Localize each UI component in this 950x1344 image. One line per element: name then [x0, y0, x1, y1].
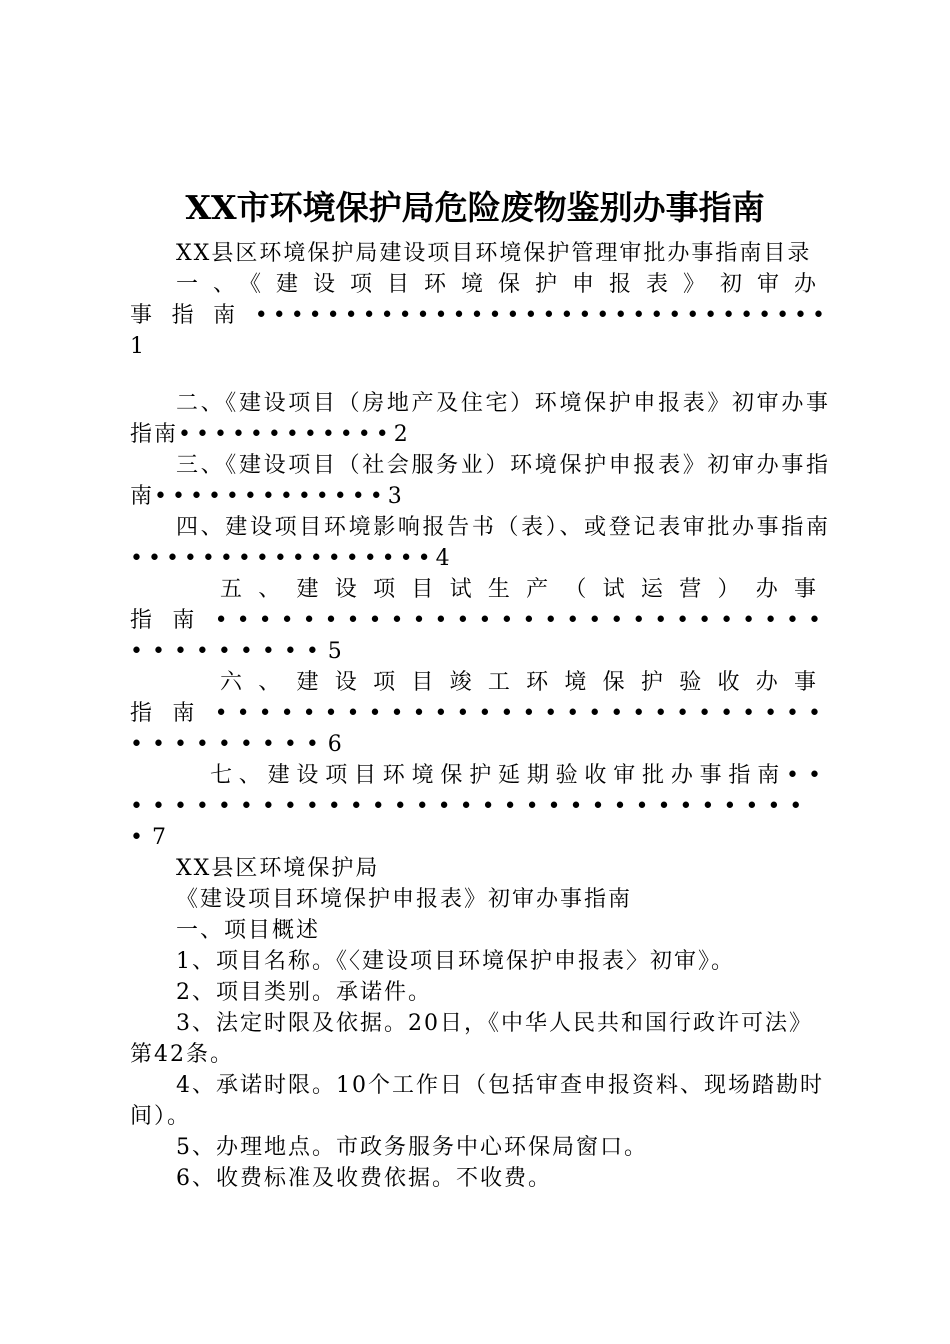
toc-entry-2[interactable] — [130, 388, 830, 450]
document-title: XX市环境保护局危险废物鉴别办事指南 — [185, 188, 765, 227]
toc-leader-dots: •••••••••••••••••••••••••••••••• — [254, 303, 830, 328]
overview-item-3: 3、法定时限及依据。20日，《中华人民共和国行政许可法》第42条。 — [130, 1011, 813, 1067]
toc-entry-text: 四、建设项目环境影响报告书（表）、或登记表审批办事指南 — [176, 515, 830, 540]
toc-entry-4[interactable] — [130, 512, 830, 574]
toc-page-number: 3 — [387, 484, 404, 509]
toc-leader-dots: •••••••••••• — [178, 422, 394, 447]
toc-entry-text: 一、《建设项目环境保护申报表》初审办事指南 — [130, 272, 830, 328]
section-heading: 一、项目概述 — [176, 918, 321, 943]
toc-entry-text: 二、《建设项目（房地产及住宅）环境保护申报表》初审办事指南 — [130, 391, 830, 447]
toc-page-number: 5 — [327, 639, 356, 664]
section-doc-title: 《建设项目环境保护申报表》初审办事指南 — [176, 887, 633, 912]
overview-item-4: 4、承诺时限。10个工作日（包括审查申报资料、现场踏勘时间）。 — [130, 1073, 824, 1129]
toc-page-number: 6 — [327, 732, 356, 757]
toc-entry-5[interactable] — [130, 574, 830, 667]
toc-page-number: 7 — [151, 825, 172, 850]
toc-page-number: 4 — [435, 546, 452, 571]
overview-item-6: 6、收费标准及收费依据。不收费。 — [176, 1166, 552, 1191]
toc-entry-text: 七、建设项目环境保护延期验收审批办事指南 — [210, 763, 787, 788]
toc-entry-text: 三、《建设项目（社会服务业）环境保护申报表》初审办事指南 — [130, 453, 830, 509]
toc-page-number: 2 — [393, 422, 410, 447]
toc-entry-6[interactable] — [130, 667, 830, 760]
toc-leader-dots: ••••••••••••••••• — [130, 546, 436, 571]
section-org: XX县区环境保护局 — [176, 856, 380, 881]
toc-entry-text: 五、建设项目试生产（试运营）办事指南 — [130, 577, 830, 633]
toc-entry-text: 六、建设项目竣工环境保护验收办事指南 — [130, 670, 830, 726]
overview-item-1: 1、项目名称。《〈建设项目环境保护申报表〉初审》。 — [176, 949, 735, 974]
overview-item-5: 5、办理地点。市政务服务中心环保局窗口。 — [176, 1135, 648, 1160]
toc-page-number: 1 — [130, 334, 158, 359]
document-body — [130, 238, 830, 1194]
toc-leader-dots: ••••••••••••• — [154, 484, 388, 509]
toc-entry-1[interactable] — [130, 269, 830, 362]
spacer — [130, 362, 830, 388]
toc-leader-dots: •••••••••••••••••••••••••••••••••• — [130, 763, 830, 850]
toc-entry-7[interactable] — [130, 760, 830, 853]
toc-leader-dots: ••••••••••••••••••••••••••••••••••••• — [130, 701, 830, 757]
toc-leader-dots: ••••••••••••••••••••••••••••••••••••• — [130, 608, 830, 664]
toc-intro: XX县区环境保护局建设项目环境保护管理审批办事指南目录 — [176, 241, 812, 266]
overview-item-2: 2、项目类别。承诺件。 — [176, 980, 432, 1005]
toc-entry-3[interactable] — [130, 450, 830, 512]
